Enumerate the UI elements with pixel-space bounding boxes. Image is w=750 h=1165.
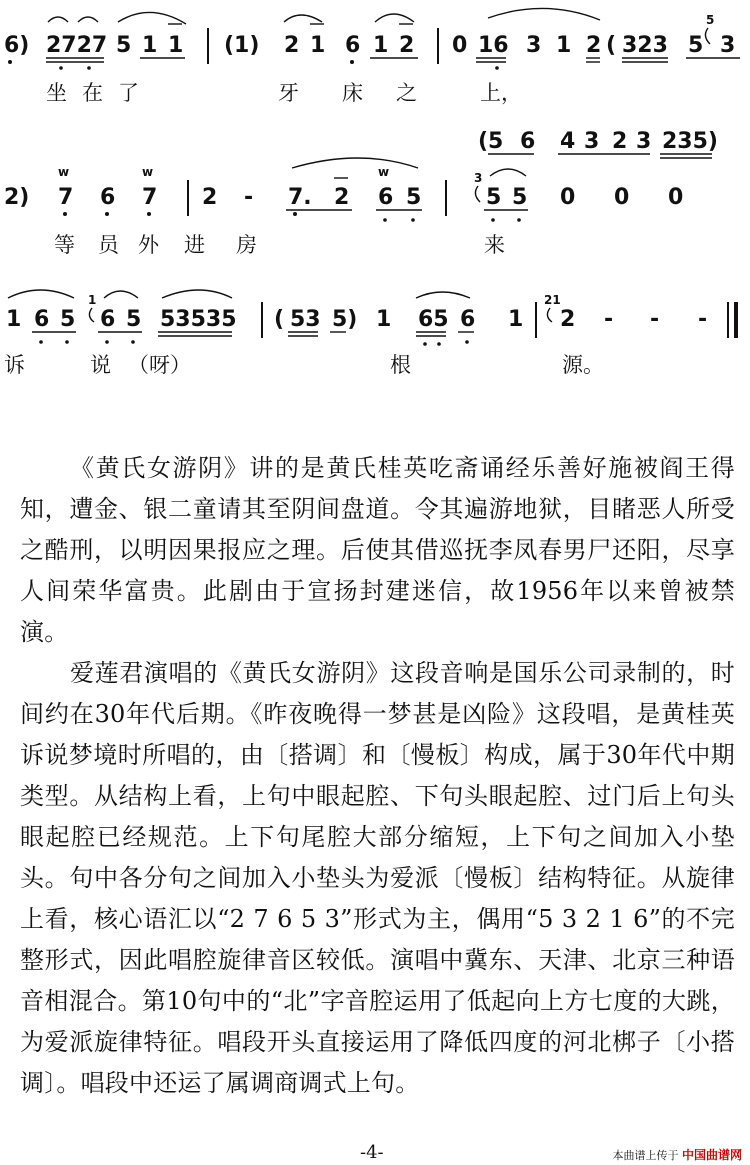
svg-text:w: w bbox=[58, 165, 70, 179]
svg-text:21: 21 bbox=[544, 293, 561, 307]
lyric-char: 之 bbox=[396, 81, 417, 105]
svg-text:-: - bbox=[604, 307, 614, 332]
svg-text:5: 5 bbox=[126, 307, 142, 332]
lyric-char: 了 bbox=[118, 81, 139, 105]
lyric-char: 坐 bbox=[46, 81, 67, 105]
svg-text:0: 0 bbox=[668, 185, 684, 210]
svg-text:-: - bbox=[244, 185, 254, 210]
svg-text:1: 1 bbox=[373, 33, 389, 58]
svg-text:2727: 2727 bbox=[46, 33, 108, 58]
watermark-text: 本曲谱上传于 bbox=[612, 1149, 679, 1162]
svg-text:5: 5 bbox=[512, 185, 528, 210]
lyric-char: 诉 bbox=[4, 353, 25, 377]
score-row-2 bbox=[4, 129, 718, 222]
svg-text:5: 5 bbox=[116, 33, 132, 58]
svg-text:3: 3 bbox=[584, 129, 600, 154]
svg-text:65: 65 bbox=[418, 307, 449, 332]
page-number: -4- bbox=[360, 1142, 384, 1163]
paragraph: 爱莲君演唱的《黄氏女游阴》这段音响是国乐公司录制的，时间约在30年代后期。《昨夜晚得一梦甚是凶险》这段唱，是黄桂英诉说梦境时所唱的，由〔搭调〕和〔慢板〕构成，属于30年代中期类型。从结构上看，上句中眼起腔、下句头眼起腔、过门后上句头眼起腔已经规范。上下句尾腔大部分缩短，上下句之间加入小垫头。句中各分句之间加入小垫头为爱派〔慢板〕结构特征。从旋律上看，核心语汇以“2 7 6 5 3”形式为主，偶用“5 3 2 1 6”的不完整形式，因此唱腔旋律音区较低。演唱中冀东、天津、北京三种语音相混合。第10句中的“北”字音腔运用了低起向上方七度的大跳，为爱派旋律特征。唱段开头直接运用了降低四度的河北梆子〔小搭调〕。唱段中还运了属调商调式上句。 bbox=[20, 659, 735, 1097]
svg-text:3: 3 bbox=[526, 33, 542, 58]
svg-text:6: 6 bbox=[520, 129, 536, 154]
svg-text:1: 1 bbox=[142, 33, 158, 58]
lyric-char: 来 bbox=[484, 233, 505, 257]
svg-text:6: 6 bbox=[100, 307, 116, 332]
lyrics-row-1 bbox=[46, 81, 522, 106]
svg-text:(5: (5 bbox=[478, 129, 504, 154]
svg-text:0: 0 bbox=[614, 185, 630, 210]
svg-text:5): 5) bbox=[332, 307, 358, 332]
svg-text:5: 5 bbox=[406, 185, 422, 210]
svg-text:5: 5 bbox=[486, 185, 502, 210]
svg-text:2: 2 bbox=[399, 33, 415, 58]
svg-text:1: 1 bbox=[376, 307, 392, 332]
svg-text:7.: 7. bbox=[288, 185, 312, 210]
lyric-char: 房 bbox=[236, 233, 257, 257]
svg-text:-: - bbox=[698, 307, 708, 332]
lyric-char: 进 bbox=[184, 233, 205, 257]
svg-text:2: 2 bbox=[334, 185, 350, 210]
svg-text:5: 5 bbox=[688, 33, 704, 58]
score-row-1 bbox=[4, 8, 740, 69]
score-row-3 bbox=[6, 290, 736, 346]
svg-text:53535: 53535 bbox=[160, 307, 237, 332]
lyric-char: 源。 bbox=[562, 353, 604, 377]
lyric-char: 等 bbox=[54, 233, 75, 257]
svg-text:16: 16 bbox=[478, 33, 509, 58]
svg-text:3: 3 bbox=[474, 171, 483, 185]
svg-text:w: w bbox=[142, 165, 154, 179]
lyric-char: 上， bbox=[480, 81, 522, 105]
lyric-char: 牙 bbox=[278, 81, 299, 105]
svg-text:235): 235) bbox=[662, 129, 718, 154]
lyric-char: 外 bbox=[138, 233, 159, 257]
lyric-char: 在 bbox=[82, 81, 103, 105]
lyric-char: 员 bbox=[98, 233, 119, 257]
lyrics-row-2 bbox=[54, 233, 505, 257]
paragraph: 《黄氏女游阴》讲的是黄氏桂英吃斋诵经乐善好施被阎王得知，遭金、银二童请其至阴间盘道。令其遍游地狱，目睹恶人所受之酷刑，以明因果报应之理。后使其借巡抚李凤春男尸还阳，尽享人间荣华富贵。此剧由于宣扬封建迷信，故1956年以来曾被禁演。 bbox=[20, 454, 735, 646]
svg-text:-: - bbox=[650, 307, 660, 332]
svg-text:3: 3 bbox=[720, 33, 736, 58]
svg-text:(1): (1) bbox=[224, 33, 260, 58]
lyric-char: （呀） bbox=[128, 353, 191, 377]
svg-text:4: 4 bbox=[560, 129, 576, 154]
lyric-char: 根 bbox=[390, 353, 411, 377]
svg-text:1: 1 bbox=[6, 307, 22, 332]
svg-text:53: 53 bbox=[290, 307, 321, 332]
svg-text:w: w bbox=[378, 165, 390, 179]
svg-text:6: 6 bbox=[34, 307, 50, 332]
svg-text:2: 2 bbox=[202, 185, 218, 210]
svg-text:2: 2 bbox=[560, 307, 576, 332]
svg-text:5: 5 bbox=[706, 13, 715, 27]
svg-text:6: 6 bbox=[345, 33, 361, 58]
svg-text:2: 2 bbox=[586, 33, 602, 58]
svg-text:0: 0 bbox=[452, 33, 468, 58]
svg-text:2: 2 bbox=[284, 33, 300, 58]
lyrics-row-3 bbox=[4, 353, 604, 377]
svg-text:6: 6 bbox=[100, 185, 116, 210]
svg-text:323: 323 bbox=[622, 33, 668, 58]
svg-text:6): 6) bbox=[4, 33, 30, 58]
svg-text:1: 1 bbox=[168, 33, 184, 58]
svg-text:7: 7 bbox=[58, 185, 74, 210]
svg-text:2): 2) bbox=[4, 185, 30, 210]
svg-text:6: 6 bbox=[460, 307, 476, 332]
lyric-char: 床 bbox=[342, 81, 363, 105]
svg-text:7: 7 bbox=[142, 185, 158, 210]
svg-text:3: 3 bbox=[636, 129, 652, 154]
svg-text:5: 5 bbox=[60, 307, 76, 332]
watermark-site: 中国曲谱网 bbox=[681, 1148, 742, 1162]
svg-text:2: 2 bbox=[612, 129, 628, 154]
svg-text:1: 1 bbox=[556, 33, 572, 58]
svg-text:0: 0 bbox=[560, 185, 576, 210]
lyric-char: 说 bbox=[90, 353, 111, 377]
commentary-text bbox=[20, 448, 735, 1104]
svg-text:(: ( bbox=[274, 307, 285, 332]
jianpu-score bbox=[0, 0, 750, 420]
svg-text:1: 1 bbox=[310, 33, 326, 58]
svg-text:(: ( bbox=[606, 33, 617, 58]
watermark bbox=[612, 1146, 742, 1163]
svg-text:1: 1 bbox=[508, 307, 524, 332]
svg-text:6: 6 bbox=[378, 185, 394, 210]
svg-text:1: 1 bbox=[88, 293, 97, 307]
